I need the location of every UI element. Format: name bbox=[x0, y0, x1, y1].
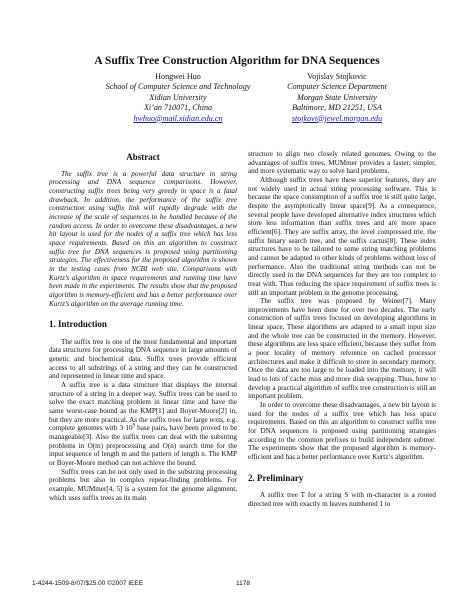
math-exponent-power: 9 bbox=[132, 424, 136, 429]
abstract-heading: Abstract bbox=[126, 152, 160, 162]
paragraph-text: base pairs, have been proved to be manageable[3]. Also the suffix trees can deal with the substring problems in O(m) preprocessing and O(n) search time for the input sequence of length m and the pattern of length n. The KMP or Boyer-Moore method can not achieve the bound. bbox=[49, 424, 237, 467]
author-university: Xidian University bbox=[149, 92, 207, 102]
body-paragraph-continued: structure to align two closely related genomes. Owing to the advantages of suffix trees, MUMmer provides a faster, simpler, and more systematic way to solve hard problems. bbox=[248, 150, 436, 176]
body-paragraph: Suffix trees can be not only used in the substring processing problems but also in complex repeat-finding problems. For example, MUMmer[4, 5] is a system for the genome alignment, which uses suffix trees as its main bbox=[49, 467, 237, 502]
body-paragraph: Although suffix trees have these superior features, they are not widely used in actual string processing software. This is because the space consumption of a suffix tree is still quite large, despite the asymptotically linear space[9]. As a consequence, several people have developed alternative index structures which store less information than suffix trees and are more space efficient[6]. They are suffix array, the level compressed trie, the suffix binary search tree, and the suffix cactus[8]. These index structures have to be tailored to some string matching problems and cannot be adapted to other kinds of problems without loss of performance. Also the traditional string methods can not be directly used in the DNA sequences for they are too complex to treat with. Thus reducing the space requirement of suffix trees is still an important problem in the genome processing. bbox=[248, 175, 436, 297]
author-name: Hongwei Huo bbox=[155, 72, 201, 81]
left-column bbox=[49, 150, 237, 502]
paper-title: A Suffix Tree Construction Algorithm for DNA Sequences bbox=[94, 54, 380, 67]
author-block-1 bbox=[78, 72, 278, 124]
author-address: Baltimore, MD 21251, USA bbox=[292, 103, 382, 113]
author-university: Morgan State University bbox=[297, 92, 377, 102]
author-email-link[interactable]: hwhuo@mail.xidian.edu.cn bbox=[133, 113, 223, 123]
math-exponent-base: 3·10 bbox=[119, 424, 133, 433]
footer-copyright: 1-4244-1509-8/07/$25.00 ©2007 IEEE bbox=[32, 580, 144, 587]
author-department: Computer Science Department bbox=[287, 82, 387, 92]
body-paragraph: A suffix tree T for a string S with m-character is a rooted directed tree with exactly m leaves numbered 1 to bbox=[248, 491, 436, 508]
abstract-text: The suffix tree is a powerful data structure in string processing and DNA sequence comparisons. However, constructing suffix trees being very greedy in space is a fatal drawback. In addition, the performance of the suffix tree construction using suffix link will rapidly degrade with the increase of the scale of sequences to be handled because of the random access. In order to overcome these disadvantages, a new bit layout is used for the nodes of a suffix tree which has less space requirements. Based on this an algorithm to construct suffix tree for DNA sequences is proposed using partitioning strategies. The effectiveness for the proposed algorithm is shown in the testing cases from NCBI web site. Comparisons with Kurtz’s algorithm in space requirements and running time have been made in the experiments. The results show that the proposed algorithm is memory-efficient and has a better performance over Kurtz’s algorithm on the average running time. bbox=[49, 169, 237, 308]
author-block-2 bbox=[262, 72, 412, 124]
author-email-link[interactable]: stojkovi@jewel.morgan.edu bbox=[291, 113, 383, 123]
author-department: School of Computer Science and Technology bbox=[105, 82, 251, 92]
author-address: Xi’an 710071, China bbox=[143, 103, 213, 113]
page-number: 1178 bbox=[236, 580, 250, 587]
author-name: Vojislav Stojkovic bbox=[307, 72, 367, 81]
section-heading-preliminary: 2. Preliminary bbox=[248, 472, 304, 483]
body-paragraph: The suffix tree was proposed by Weiner[7]. Many improvements have been done for over two decades. The early construction of suffix trees focused on developing algorithms in linear space. These algorithms are adapted to a small input size and the whole tree can be constructed in the memory. However, these algorithms are less space efficient, because they suffer from a poor locality of memory reference on cached processor architectures and make it difficult to store in secondary memory. Once the data are too large to be loaded into the memory, it will lead to lots of cache miss and more disk swapping. Thus, how to develop a practical algorithm of suffix tree construction is still an important problem. bbox=[248, 297, 436, 401]
body-paragraph: The suffix tree is one of the most fundamental and important data structures for processing DNA sequence in large amounts of genetic and biochemical data. Suffix trees provide efficient access to all substrings of a string and they can be constructed and represented in linear time and space. bbox=[49, 337, 237, 381]
right-column bbox=[248, 150, 436, 509]
paragraph-text: A suffix tree is a data structure that displays the internal structure of a string in a deeper way. Suffix trees can be used to solve the exact matching problem in linear time and have the same worst-case bound as the KMP[1] and Boyer-Moore[2] in, but they are more practical. As the suffix trees for large texts, e.g. complete genomes with bbox=[49, 381, 237, 433]
body-paragraph bbox=[49, 381, 237, 468]
body-paragraph: In order to overcome these disadvantages, a new bit layout is used for the nodes of a suffix tree which has less space requirements. Based on this an algorithm to construct suffix tree for DNA sequences is proposed using partitioning strategies according to the common prefixes to build independent subtree. The experiments show that the proposed algorithm is memory-efficient and has a better performance over Kurtz’s algorithm. bbox=[248, 401, 436, 461]
section-heading-introduction: 1. Introduction bbox=[49, 319, 107, 330]
